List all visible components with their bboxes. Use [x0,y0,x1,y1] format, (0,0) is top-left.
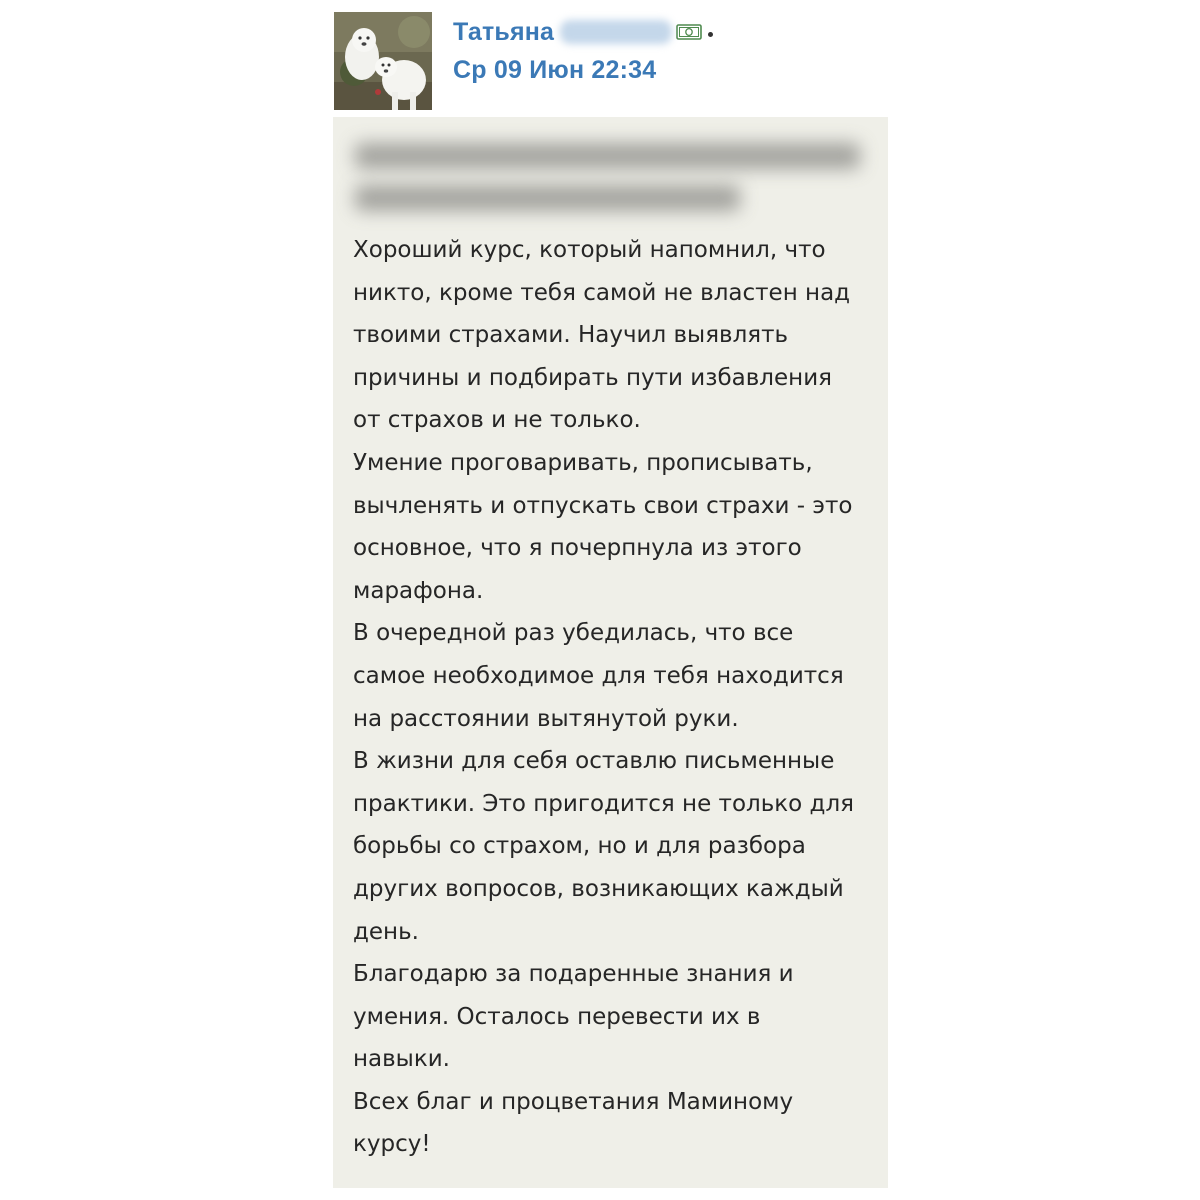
review-text: Хороший курс, который напомнил, что никто, кроме тебя самой не властен над твоими страхами. Научил выявлять причины и подбирать пути избавления от страхов и не только. Умение проговаривать, прописывать, вычленять и отпускать свои страхи - это основное, что я почерпнула из этого марафона. В очередной раз убедилась, что все самое необходимое для тебя находится на расстоянии вытянутой руки. В жизни для себя оставлю письменные практики. Это пригодится не только для борьбы со страхом, но и для разбора других вопросов, возникающих каждый день. Благодарю за подаренные знания и умения. Осталось перевести их в навыки. Всех благ и процветания Маминому курсу! [353,237,854,1158]
post-header [453,14,883,85]
post-date: Ср 09 Июн 22:34 [453,56,657,84]
money-icon[interactable] [676,23,702,41]
blurred-line [355,143,860,169]
status-dot [708,32,713,37]
blurred-surname [560,20,672,44]
blurred-question [355,143,865,227]
author-row [453,14,883,50]
dog-avatar-image [334,12,432,110]
blurred-line [355,185,740,211]
review-panel [333,117,888,1188]
author-name[interactable]: Татьяна [453,17,555,46]
avatar[interactable] [334,12,432,110]
